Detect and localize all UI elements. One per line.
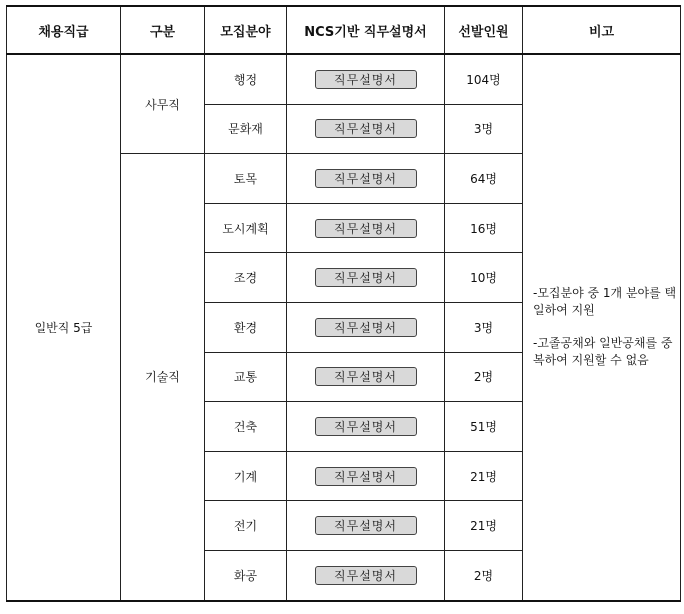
job-description-cell <box>287 402 445 452</box>
header-job-description: NCS기반 직무설명서 <box>287 6 445 54</box>
grade-cell: 일반직 5급 <box>7 54 121 601</box>
headcount-cell: 21명 <box>445 451 523 501</box>
field-cell: 전기 <box>205 501 287 551</box>
field-cell: 화공 <box>205 550 287 600</box>
field-cell: 기계 <box>205 451 287 501</box>
field-cell: 토목 <box>205 154 287 204</box>
table-row <box>7 54 681 104</box>
header-headcount: 선발인원 <box>445 6 523 54</box>
job-description-button[interactable]: 직무설명서 <box>315 566 417 585</box>
headcount-cell: 16명 <box>445 203 523 253</box>
job-description-button[interactable]: 직무설명서 <box>315 119 417 138</box>
job-description-button[interactable]: 직무설명서 <box>315 70 417 89</box>
job-description-button[interactable]: 직무설명서 <box>315 219 417 238</box>
job-description-cell <box>287 352 445 402</box>
job-description-cell <box>287 302 445 352</box>
category-cell: 기술직 <box>121 154 205 601</box>
job-description-button[interactable]: 직무설명서 <box>315 318 417 337</box>
job-description-cell <box>287 154 445 204</box>
job-description-cell <box>287 203 445 253</box>
job-description-button[interactable]: 직무설명서 <box>315 367 417 386</box>
header-remarks: 비고 <box>523 6 681 54</box>
headcount-cell: 51명 <box>445 402 523 452</box>
job-description-cell <box>287 451 445 501</box>
field-cell: 환경 <box>205 302 287 352</box>
headcount-cell: 2명 <box>445 550 523 600</box>
headcount-cell: 3명 <box>445 302 523 352</box>
field-cell: 건축 <box>205 402 287 452</box>
field-cell: 행정 <box>205 54 287 104</box>
field-cell: 조경 <box>205 253 287 303</box>
remark-note: -고졸공채와 일반공채를 중복하여 지원할 수 없음 <box>533 336 673 368</box>
headcount-cell: 64명 <box>445 154 523 204</box>
recruitment-table <box>6 5 681 602</box>
field-cell: 도시계획 <box>205 203 287 253</box>
header-grade: 채용직급 <box>7 6 121 54</box>
headcount-cell: 3명 <box>445 104 523 154</box>
job-description-cell <box>287 253 445 303</box>
job-description-button[interactable]: 직무설명서 <box>315 268 417 287</box>
remark-note: -모집분야 중 1개 분야를 택일하여 지원 <box>533 286 677 318</box>
header-field: 모집분야 <box>205 6 287 54</box>
job-description-button[interactable]: 직무설명서 <box>315 516 417 535</box>
headcount-cell: 104명 <box>445 54 523 104</box>
job-description-cell <box>287 54 445 104</box>
job-description-cell <box>287 550 445 600</box>
job-description-button[interactable]: 직무설명서 <box>315 169 417 188</box>
job-description-cell <box>287 501 445 551</box>
job-description-button[interactable]: 직무설명서 <box>315 467 417 486</box>
category-cell: 사무직 <box>121 54 205 154</box>
header-category: 구분 <box>121 6 205 54</box>
remarks-cell <box>523 54 681 601</box>
field-cell: 교통 <box>205 352 287 402</box>
field-cell: 문화재 <box>205 104 287 154</box>
headcount-cell: 10명 <box>445 253 523 303</box>
job-description-button[interactable]: 직무설명서 <box>315 417 417 436</box>
job-description-cell <box>287 104 445 154</box>
headcount-cell: 21명 <box>445 501 523 551</box>
headcount-cell: 2명 <box>445 352 523 402</box>
